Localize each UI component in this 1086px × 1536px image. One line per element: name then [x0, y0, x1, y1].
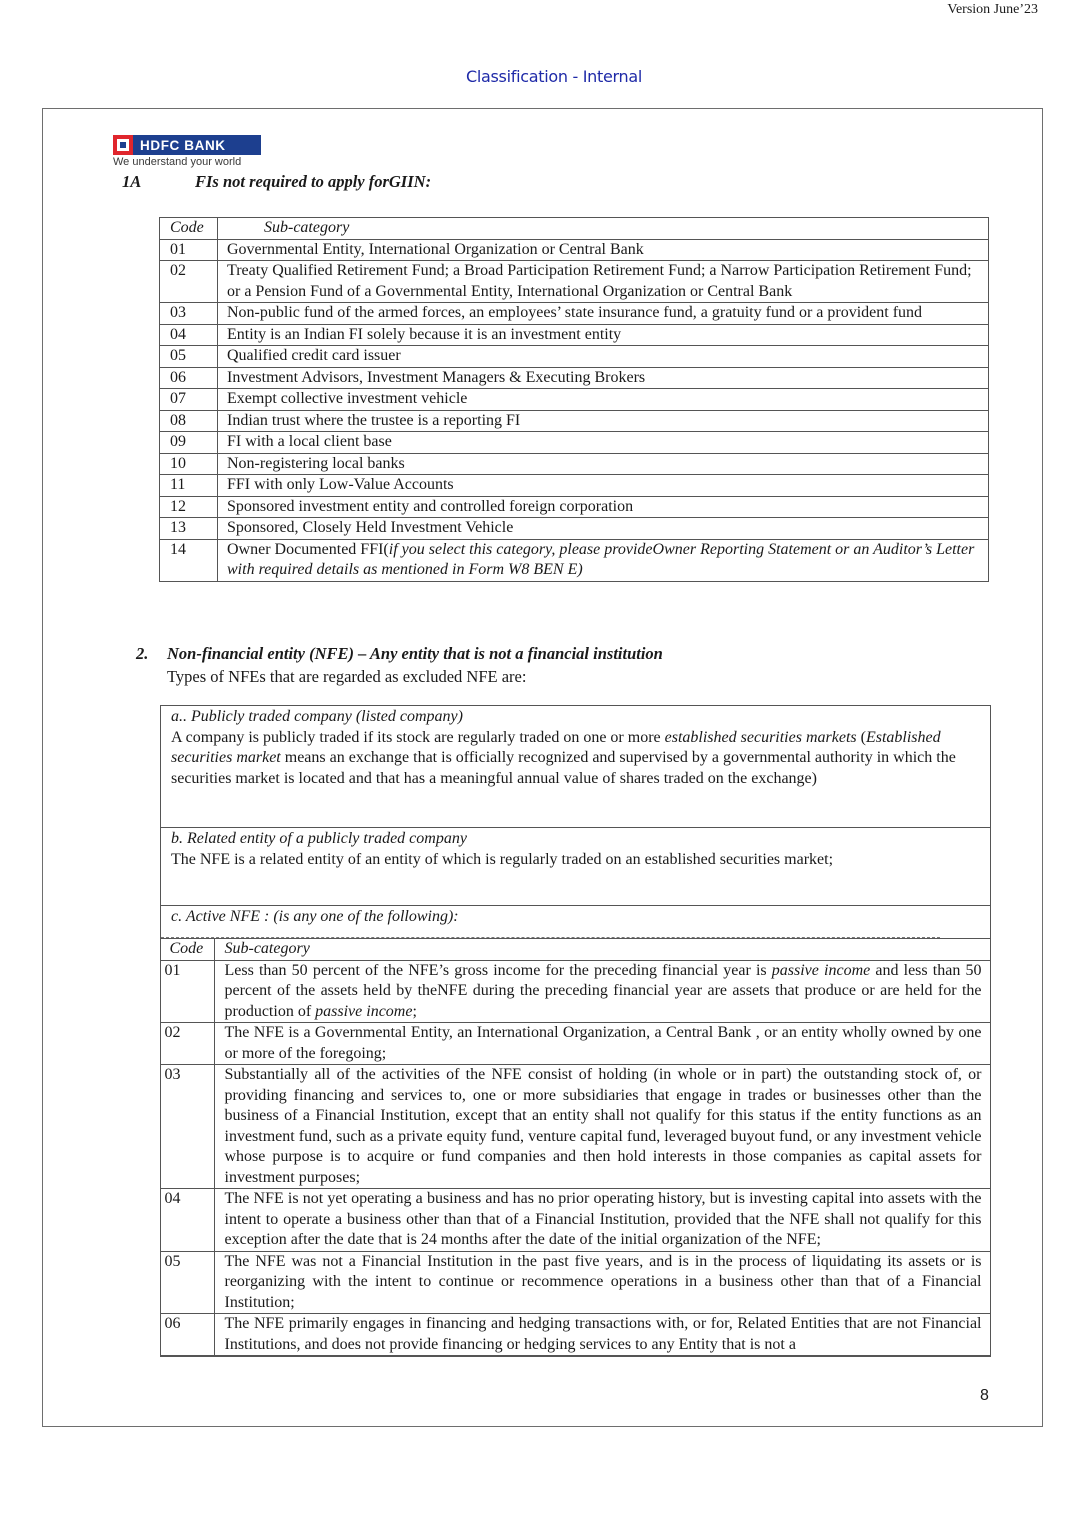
row-text: The NFE primarily engages in financing and hedging transactions with, or for, Related Entities that are not Financial Institutions, and does not provide financing or hedging services to any Entity that is not a	[224, 1315, 982, 1353]
row-text: Sponsored, Closely Held Investment Vehicle	[227, 519, 514, 536]
row-subcategory	[214, 960, 990, 1023]
row-text: Substantially all of the activities of the NFE consist of holding (in whole or in part) the outstanding stock of, or providing financing and services to, one or more subsidiaries that engage in trades or businesses other than the business of a Financial Institution, except that an entity shall not qualify for this status if the entity functions as an investment fund, such as a private equity fund, venture capital fund, leveraged buyout fund, or any investment vehicle whose purpose is to acquire or fund companies and then hold interests in those companies as capital assets for investment purposes;	[224, 1066, 982, 1186]
italic-term: passive income	[771, 961, 871, 979]
table-row	[160, 1314, 990, 1356]
table-row	[160, 410, 989, 432]
page-number: 8	[980, 1387, 989, 1404]
row-text: Qualified credit card issuer	[227, 347, 401, 364]
table-row	[160, 432, 989, 454]
publicly-traded-block	[161, 706, 990, 828]
text: A company is publicly traded if its stock are regularly traded on one or more	[171, 728, 665, 746]
row-code: 13	[160, 518, 218, 540]
row-subcategory	[218, 324, 989, 346]
row-text: ;	[412, 1002, 417, 1020]
row-text: Treaty Qualified Retirement Fund; a Broad Participation Retirement Fund; a Narrow Participation Retirement Fund; or a Pension Fund of a Governmental Entity, International Organization or Central Bank	[227, 262, 972, 300]
row-text: FI with a local client base	[227, 433, 392, 450]
table-header-row	[160, 218, 989, 240]
table-row	[160, 1251, 990, 1314]
block-b-text: The NFE is a related entity of an entity of which is regularly traded on an established securities market;	[171, 850, 834, 868]
italic-term: passive income	[315, 1002, 413, 1020]
row-text: Entity is an Indian FI solely because it is an investment entity	[227, 325, 622, 343]
row-text: Non-public fund of the armed forces, an employees’ state insurance fund, a gratuity fund or a provident fund	[227, 304, 923, 321]
text: means an exchange that is officially recognized and supervised by a governmental authority in which the securities market is located and that has a meaningful annual value of shares traded on the exchange)	[171, 749, 956, 787]
related-entity-block	[161, 828, 990, 906]
row-code: 12	[160, 496, 218, 518]
row-code: 04	[160, 1189, 214, 1252]
block-b-heading: b. Related entity of a publicly traded company	[171, 830, 467, 847]
dashed-divider	[161, 937, 940, 938]
table-row	[160, 389, 989, 411]
table-row	[160, 324, 989, 346]
section-2-number: 2.	[136, 644, 149, 663]
row-subcategory	[218, 239, 989, 261]
table-row	[160, 261, 989, 303]
row-subcategory	[218, 539, 989, 581]
subcategory-header: Sub-category	[214, 939, 990, 961]
row-code: 10	[160, 453, 218, 475]
table-row	[160, 239, 989, 261]
code-header: Code	[160, 939, 214, 961]
table-row	[160, 303, 989, 325]
italic-term: established securities markets	[664, 728, 857, 746]
row-code: 07	[160, 389, 218, 411]
logo-tagline: We understand your world	[113, 156, 242, 168]
block-a-text	[171, 728, 980, 790]
hdfc-logo-icon	[113, 135, 133, 155]
row-text: The NFE is not yet operating a business and has no prior operating history, but is investing capital into assets with the intent to operate a business other than that of a Financial Institution, provided that the NFE shall not qualify for this exception after the date that is 24 months after the date of the initial organization of the NFE;	[224, 1190, 982, 1248]
row-code: 05	[160, 1251, 214, 1314]
row-code: 01	[160, 239, 218, 261]
section-2-title: Non-financial entity (NFE) – Any entity that is not a financial institution	[167, 644, 663, 663]
row-code: 02	[160, 1023, 214, 1065]
version-label: Version June’23	[947, 2, 1038, 17]
row-subcategory	[218, 475, 989, 497]
table-row	[160, 346, 989, 368]
row-code: 08	[160, 410, 218, 432]
italic-term: Established securities market	[171, 728, 941, 766]
table-row	[160, 518, 989, 540]
table-row	[160, 1023, 990, 1065]
row-text: Sponsored investment entity and controlled foreign corporation	[227, 497, 634, 515]
table-row	[160, 539, 989, 581]
row-subcategory	[218, 518, 989, 540]
row-subcategory	[218, 346, 989, 368]
text: (	[856, 728, 866, 746]
row-subcategory	[218, 303, 989, 325]
row-text: Less than 50 percent of the NFE’s gross income for the preceding financial year is	[224, 961, 772, 979]
row-text: and less than 50 percent of the assets held by theNFE during the preceding financial year are assets that produce or are held for the production of	[224, 961, 982, 1020]
table-row	[160, 1065, 990, 1189]
row-italic-note: if you select this category, please provideOwner Reporting Statement or an Auditor’s Letter with required details as mentioned in Form W8 BEN E)	[227, 540, 975, 578]
subcategory-header: Sub-category	[218, 218, 989, 240]
fi-exempt-table	[159, 217, 989, 582]
section-1a-number: 1A	[122, 172, 142, 191]
section-2-intro: Types of NFEs that are regarded as excluded NFE are:	[167, 667, 527, 686]
row-subcategory	[218, 261, 989, 303]
row-text: Owner Documented FFI(	[227, 540, 389, 558]
row-code: 06	[160, 1314, 214, 1356]
table-row	[160, 496, 989, 518]
row-text: The NFE is a Governmental Entity, an International Organization, a Central Bank , or an entity wholly owned by one or more of the foregoing;	[224, 1024, 982, 1062]
logo-name: HDFC BANK	[140, 137, 226, 153]
row-subcategory	[214, 1251, 990, 1314]
row-text: The NFE was not a Financial Institution in the past five years, and is in the process of liquidating its assets or is reorganizing with the intent to continue or recommence operations in a business other than that of a Financial Institution;	[224, 1252, 982, 1311]
section-1a-title: FIs not required to apply forGIIN:	[195, 172, 432, 191]
classification-label: Classification - Internal	[466, 67, 642, 86]
table-row	[160, 453, 989, 475]
row-text: Indian trust where the trustee is a reporting FI	[227, 411, 521, 429]
row-subcategory	[214, 1314, 990, 1356]
row-code: 03	[160, 1065, 214, 1189]
section-1a-heading	[122, 172, 432, 192]
table-row	[160, 1189, 990, 1252]
row-code: 01	[160, 960, 214, 1023]
row-code: 11	[160, 475, 218, 497]
active-nfe-block	[161, 906, 990, 938]
row-text: Exempt collective investment vehicle	[227, 390, 468, 407]
logo-bar	[113, 135, 261, 155]
code-header: Code	[160, 218, 218, 240]
row-code: 03	[160, 303, 218, 325]
row-subcategory	[214, 1023, 990, 1065]
row-subcategory	[218, 410, 989, 432]
table-header-row	[160, 939, 990, 961]
active-nfe-table	[160, 938, 991, 1356]
row-subcategory	[218, 496, 989, 518]
table-row	[160, 960, 990, 1023]
row-code: 04	[160, 324, 218, 346]
row-subcategory	[218, 453, 989, 475]
row-subcategory	[218, 432, 989, 454]
row-code: 05	[160, 346, 218, 368]
hdfc-logo	[113, 135, 261, 168]
row-code: 09	[160, 432, 218, 454]
row-text: Non-registering local banks	[227, 454, 405, 472]
row-subcategory	[214, 1065, 990, 1189]
nfe-types-box	[160, 705, 991, 1357]
row-subcategory	[218, 389, 989, 411]
row-subcategory	[214, 1189, 990, 1252]
row-text: Investment Advisors, Investment Managers & Executing Brokers	[227, 368, 646, 386]
table-row	[160, 475, 989, 497]
row-code: 02	[160, 261, 218, 303]
block-c-heading: c. Active NFE : (is any one of the following):	[171, 908, 459, 925]
row-code: 14	[160, 539, 218, 581]
row-subcategory	[218, 367, 989, 389]
row-code: 06	[160, 367, 218, 389]
table-row	[160, 367, 989, 389]
row-text: FFI with only Low-Value Accounts	[227, 476, 454, 493]
section-2-heading	[136, 644, 663, 686]
row-text: Governmental Entity, International Organization or Central Bank	[227, 240, 644, 258]
block-a-heading: a.. Publicly traded company (listed company)	[171, 708, 463, 725]
